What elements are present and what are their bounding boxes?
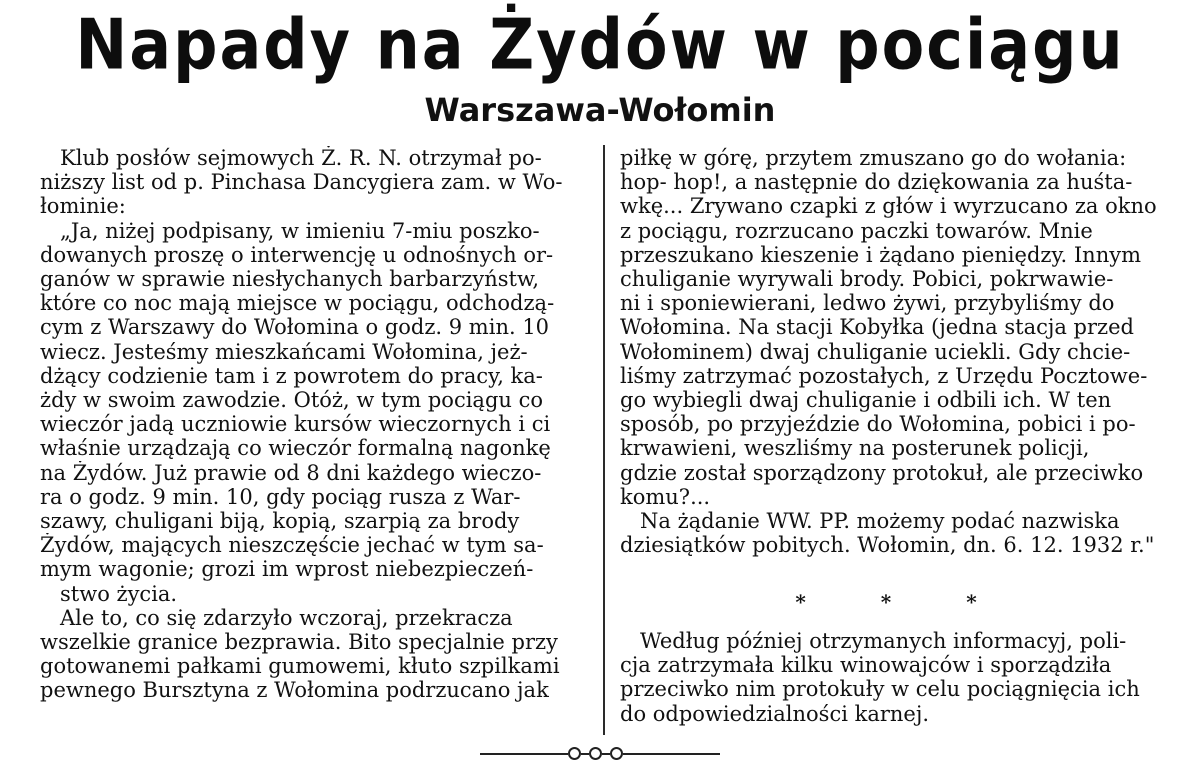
left-column xyxy=(40,146,588,703)
closing-paragraph xyxy=(620,629,1186,726)
text-line: do odpowiedzialności karnej. xyxy=(620,701,930,726)
text-line: wszelkie granice bezprawia. Bito specjalnie przy xyxy=(40,630,558,655)
headline: Napady na Żydów w pociągu xyxy=(75,3,1125,86)
column-divider xyxy=(603,145,605,735)
text-line: z pociągu, rozrzucano paczki towarów. Mnie xyxy=(620,218,1093,243)
ornament-line xyxy=(602,753,610,755)
text-line: przeciwko nim protokuły w celu pociągnięcia ich xyxy=(620,677,1140,702)
text-line: Wołominem) dwaj chuliganie uciekli. Gdy chcie- xyxy=(620,339,1131,364)
section-separator: * * * xyxy=(795,590,1011,614)
text-line: Ale to, co się zdarzyło wczoraj, przekracza xyxy=(60,605,513,630)
text-line: niższy list od p. Pinchasa Dancygiera zam. w Wo- xyxy=(40,170,563,195)
text-line: dżący codzienie tam i z powrotem do pracy, ka- xyxy=(40,363,543,388)
text-line: liśmy zatrzymać pozostałych, z Urzędu Pocztowe- xyxy=(620,363,1148,388)
text-line: przeszukano kieszenie i żądano pieniędzy. Innym xyxy=(620,242,1142,267)
text-line: szawy, chuligani biją, kopią, szarpią za brody xyxy=(40,509,520,534)
end-ornament xyxy=(480,745,720,761)
text-line: ganów w sprawie niesłychanych barbarzyństw, xyxy=(40,267,540,292)
text-line: pewnego Bursztyna z Wołomina podrzucano jak xyxy=(40,678,549,703)
right-column xyxy=(620,146,1186,557)
text-line: które co noc mają miejsce w pociągu, odchodzą- xyxy=(40,291,555,316)
text-line: łominie: xyxy=(40,194,126,219)
text-line: dziesiątków pobitych. Wołomin, dn. 6. 12. 1932 r." xyxy=(620,533,1155,558)
text-line: stwo życia. xyxy=(60,581,178,606)
text-line: sposób, po przyjeździe do Wołomina, pobici i po- xyxy=(620,412,1136,437)
text-line: ni i sponiewierani, ledwo żywi, przybyliśmy do xyxy=(620,291,1115,316)
text-line: Według później otrzymanych informacyj, poli- xyxy=(640,629,1127,653)
subheadline: Warszawa-Wołomin xyxy=(424,91,776,129)
text-line: wkę... Zrywano czapki z głów i wyrzucano za okno xyxy=(620,194,1157,219)
text-line: cja zatrzymała kilku winowajców i sporządziła xyxy=(620,653,1112,678)
text-line: żdy w swoim zawodzie. Otóż, w tym pociągu co xyxy=(40,388,543,413)
text-line: Klub posłów sejmowych Ż. R. N. otrzymał po- xyxy=(60,146,542,170)
text-line: go wybiegli dwaj chuliganie i odbili ich. W ten xyxy=(620,388,1112,413)
ornament-circle xyxy=(610,747,623,760)
ornament-circle xyxy=(568,747,581,760)
text-line: „Ja, niżej podpisany, w imieniu 7-miu poszko- xyxy=(60,218,540,243)
text-line: hop- hop!, a następnie do dziękowania za huśta- xyxy=(620,170,1133,195)
text-line: Żydów, mających nieszczęście jechać w tym sa- xyxy=(40,533,544,558)
text-line: krwawieni, weszliśmy na posterunek policji, xyxy=(620,436,1090,461)
text-line: wieczór jadą uczniowie kursów wieczornych i ci xyxy=(40,412,551,437)
ornament-line xyxy=(581,753,589,755)
text-line: chuliganie wyrywali brody. Pobici, pokrwawie- xyxy=(620,267,1114,292)
ornament-line xyxy=(480,753,568,755)
text-line: Na żądanie WW. PP. możemy podać nazwiska xyxy=(640,509,1120,534)
text-line: właśnie urządzają co wieczór formalną nagonkę xyxy=(40,436,551,461)
ornament-circle xyxy=(589,747,602,760)
text-line: komu?... xyxy=(620,484,711,509)
text-line: piłkę w górę, przytem zmuszano go do wołania: xyxy=(620,146,1127,170)
text-line: Wołomina. Na stacji Kobyłka (jedna stacja przed xyxy=(620,315,1134,340)
text-line: cym z Warszawy do Wołomina o godz. 9 min. 10 xyxy=(40,315,550,340)
text-line: na Żydów. Już prawie od 8 dni każdego wieczo- xyxy=(40,460,542,485)
text-line: mym wagonie; grozi im wprost niebezpieczeń- xyxy=(40,557,534,582)
text-line: gotowanemi pałkami gumowemi, kłuto szpilkami xyxy=(40,654,560,679)
text-line: dowanych proszę o interwencję u odnośnych or- xyxy=(40,242,554,267)
text-line: gdzie został sporządzony protokuł, ale przeciwko xyxy=(620,460,1144,485)
text-line: wiecz. Jesteśmy mieszkańcami Wołomina, jeż- xyxy=(40,339,528,364)
ornament-line xyxy=(623,753,720,755)
text-line: ra o godz. 9 min. 10, gdy pociąg rusza z War- xyxy=(40,484,521,509)
